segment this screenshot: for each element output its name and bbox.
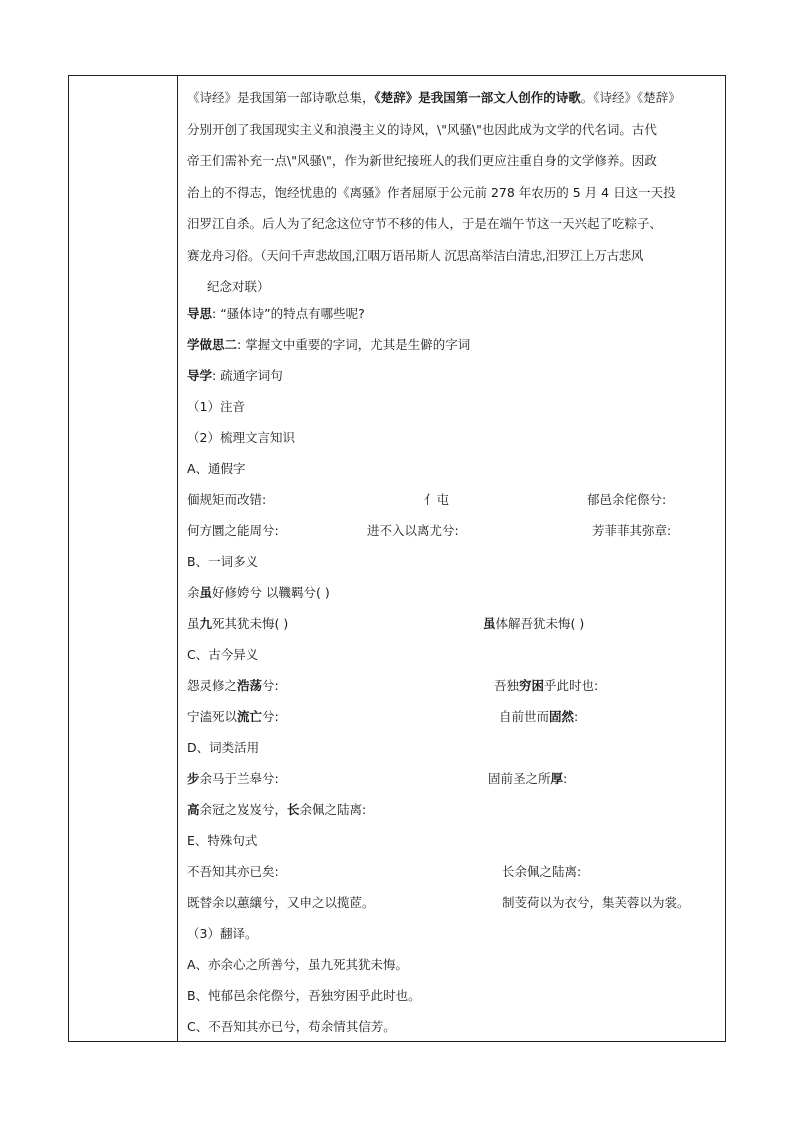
xuezuo-line <box>187 335 470 355</box>
question-item <box>488 769 567 789</box>
intro-paragraph <box>187 82 719 303</box>
question-item <box>187 583 330 603</box>
daoxue-text: : 疏通字词句 <box>212 368 283 383</box>
bold-part: 浩荡 <box>237 678 263 693</box>
bold-part: 长 <box>287 802 300 817</box>
text-part: 余佩之陆离: <box>299 802 367 817</box>
subsection-heading: D、词类活用 <box>187 740 260 755</box>
question-item <box>499 707 578 727</box>
subsection-heading: E、特殊句式 <box>187 833 258 848</box>
question-item: 不吾知其亦已矣: <box>187 864 279 879</box>
intro-line: 分别开创了我国现实主义和浪漫主义的诗风，\"风骚\"也因此成为文学的代名词。古代 <box>187 121 657 137</box>
text-part: 余冠之岌岌兮， <box>199 802 288 817</box>
question-item: 进不入以离尤兮: <box>367 523 459 538</box>
bold-part: 虽 <box>483 616 496 631</box>
question-item: 既替余以蕙纕兮，又申之以揽茝。 <box>187 895 375 910</box>
bold-part: 流亡 <box>237 709 263 724</box>
question-item: 郁邑余侘傺兮: <box>587 492 667 507</box>
text-part: 吾独 <box>494 678 520 693</box>
subsection-heading: B、一词多义 <box>187 554 259 569</box>
question-item: 芳菲菲其弥章: <box>592 523 672 538</box>
text-part: 乎此时也: <box>544 678 599 693</box>
intro-text: 《诗经》是我国第一部诗歌总集， <box>187 90 375 105</box>
text-part: 兮: <box>262 709 279 724</box>
question-item: 亻屯 <box>424 492 450 507</box>
subsection-heading: A、通假字 <box>187 461 246 476</box>
question-item <box>187 769 279 789</box>
daosi-label: 导思 <box>187 306 213 321</box>
question-item <box>187 800 366 820</box>
text-part: 虽 <box>187 616 200 631</box>
text-part: 自前世而 <box>499 709 550 724</box>
xuezuo-label: 学做思二 <box>187 337 238 352</box>
text-part: 兮: <box>262 678 279 693</box>
question-item <box>483 614 584 634</box>
text-part: 余 <box>187 585 200 600</box>
xuezuo-text: : 掌握文中重要的字词，尤其是生僻的字词 <box>237 337 471 352</box>
text-part: 固前圣之所 <box>488 771 551 786</box>
text-part: 体解吾犹未悔( ) <box>495 616 585 631</box>
question-item: 何方圜之能周兮: <box>187 523 279 538</box>
daosi-text: : “骚体诗”的特点有哪些呢? <box>212 306 365 321</box>
daosi-line <box>187 304 365 324</box>
daoxue-label: 导学 <box>187 368 213 383</box>
intro-line: 纪念对联） <box>207 279 270 294</box>
bold-part: 厚 <box>550 771 564 786</box>
intro-bold-text: 《楚辞》是我国第一部文人创作的诗歌 <box>374 90 581 105</box>
lesson-table <box>68 75 726 1042</box>
section-heading: （2）梳理文言知识 <box>187 430 295 445</box>
translation-item: A、亦余心之所善兮，虽九死其犹未悔。 <box>187 957 409 972</box>
question-item <box>187 676 279 696</box>
text-part: 宁溘死以 <box>187 709 238 724</box>
text-part: : <box>563 771 568 786</box>
bold-part: 高 <box>187 802 200 817</box>
question-item <box>187 614 288 634</box>
translation-item: B、忳郁邑余侘傺兮，吾独穷困乎此时也。 <box>187 988 421 1003</box>
text-part: 余马于兰皋兮: <box>199 771 279 786</box>
bold-part: 固然 <box>549 709 575 724</box>
intro-line: 汨罗江自杀。后人为了纪念这位守节不移的伟人，于是在端午节这一天兴起了吃粽子、 <box>187 216 663 231</box>
text-part: : <box>574 709 579 724</box>
question-item: 长余佩之陆离: <box>502 864 582 879</box>
section-heading: （1）注音 <box>187 399 245 414</box>
intro-line: 赛龙舟习俗。（天问千声悲故国,江咽万语吊斯人 沉思高举洁白清忠,汨罗江上万古悲风 <box>187 247 644 263</box>
bold-part: 虽 <box>199 585 213 600</box>
text-part: 好修姱兮 以鞿羁兮( ) <box>212 585 330 600</box>
daoxue-line <box>187 366 283 386</box>
intro-text: 。《诗经》《楚辞》 <box>580 90 681 105</box>
text-part: 死其犹未悔( ) <box>212 616 289 631</box>
question-item: 偭规矩而改错: <box>187 492 267 507</box>
subsection-heading: C、古今异义 <box>187 647 259 662</box>
intro-line: 帝王们需补充一点\"风骚\"，作为新世纪接班人的我们更应注重自身的文学修养。因政 <box>187 153 657 168</box>
bold-part: 穷困 <box>519 678 545 693</box>
section-heading: （3）翻译。 <box>187 926 258 941</box>
question-item <box>494 676 598 696</box>
translation-item: C、不吾知其亦已兮，苟余情其信芳。 <box>187 1019 396 1034</box>
text-part: 怨灵修之 <box>187 678 238 693</box>
bold-part: 步 <box>187 771 200 786</box>
column-divider <box>177 76 178 1041</box>
intro-line: 治上的不得志，饱经忧患的《离骚》作者屈原于公元前 278 年农历的 5 月 4 日这一天投 <box>187 184 676 200</box>
question-item: 制芰荷以为衣兮，集芙蓉以为裳。 <box>502 895 690 910</box>
bold-part: 九 <box>199 616 213 631</box>
question-item <box>187 707 279 727</box>
